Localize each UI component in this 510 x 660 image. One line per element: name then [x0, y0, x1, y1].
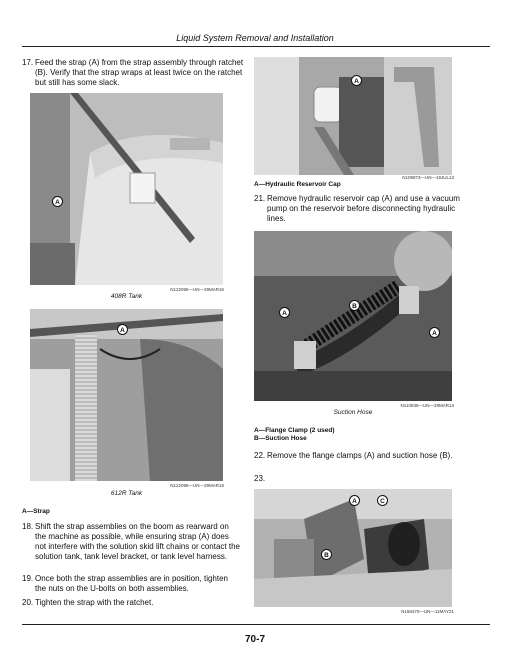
callout-b-photo4: B: [349, 300, 360, 311]
step-23-number: 23.: [254, 474, 266, 483]
callout-a-photo3: A: [351, 75, 362, 86]
step-19-number: 19.: [22, 574, 34, 583]
step-20-number: 20.: [22, 598, 34, 607]
step-22: [254, 451, 464, 473]
legend-hydraulic-reservoir-cap: A—Hydraulic Reservoir Cap: [254, 181, 341, 188]
callout-a-photo1: A: [52, 196, 63, 207]
step-17: [22, 58, 244, 98]
photo4-caption: Suction Hose: [333, 409, 373, 416]
legend-flange-clamp: A—Flange Clamp (2 used): [254, 427, 335, 434]
photo2-caption: 612R Tank: [110, 490, 143, 497]
header-rule: [22, 46, 490, 47]
step-17-text: Feed the strap (A) from the strap assembly through ratchet (B). Verify that the strap wraps at least twice on the ratchet but still has some slack.: [35, 58, 244, 87]
photo-408r-tank: [30, 93, 223, 285]
step-21-number: 21.: [254, 194, 266, 203]
step-18: [22, 522, 240, 574]
photo4-id: N110836—UN—29MAR14: [400, 403, 454, 408]
step-18-number: 18.: [22, 522, 34, 531]
step-18-text: Shift the strap assemblies on the boom as rearward on the machine as possible, while ensuring strap (A) does not interfere with the solution skid lift chains or contact the solution tank, tank level bracket, or tank level harness.: [35, 522, 240, 561]
callout-b-photo5: B: [321, 549, 332, 560]
legend-strap: A—Strap: [22, 508, 50, 515]
step-22-text: Remove the flange clamps (A) and suction hose (B).: [267, 451, 453, 460]
legend-suction-hose: B—Suction Hose: [254, 435, 307, 442]
step-23: [254, 474, 464, 486]
step-20: [22, 598, 240, 610]
photo3-id: N109873—UN—19JUL13: [402, 175, 454, 180]
photo1-id: N122095—UN—29MAR16: [170, 287, 224, 292]
photo2-id: N122096—UN—29MAR16: [170, 483, 224, 488]
callout-a-photo4-right: A: [429, 327, 440, 338]
step-22-number: 22.: [254, 451, 266, 460]
step-21-text: Remove hydraulic reservoir cap (A) and use a vacuum pump on the reservoir before disconnecting hydraulic lines.: [267, 194, 460, 223]
footer-rule: [22, 624, 490, 625]
photo1-caption: 408R Tank: [110, 293, 143, 300]
callout-c-photo5: C: [377, 495, 388, 506]
step-21: [254, 194, 464, 226]
step-19: [22, 574, 240, 596]
photo-612r-tank: [30, 309, 223, 481]
step-17-number: 17.: [22, 58, 34, 67]
callout-a-photo5: A: [349, 495, 360, 506]
page-header-title: Liquid System Removal and Installation: [176, 33, 334, 43]
step-19-text: Once both the strap assemblies are in position, tighten the nuts on the U-bolts on both assemblies.: [35, 574, 228, 593]
callout-a-photo4-left: A: [279, 307, 290, 318]
page-number: 70-7: [244, 634, 265, 645]
photo5-id: N158470—UN—11MAY21: [401, 609, 454, 614]
callout-a-photo2: A: [117, 324, 128, 335]
step-20-text: Tighten the strap with the ratchet.: [35, 598, 154, 607]
photo-step-23: [254, 489, 452, 607]
